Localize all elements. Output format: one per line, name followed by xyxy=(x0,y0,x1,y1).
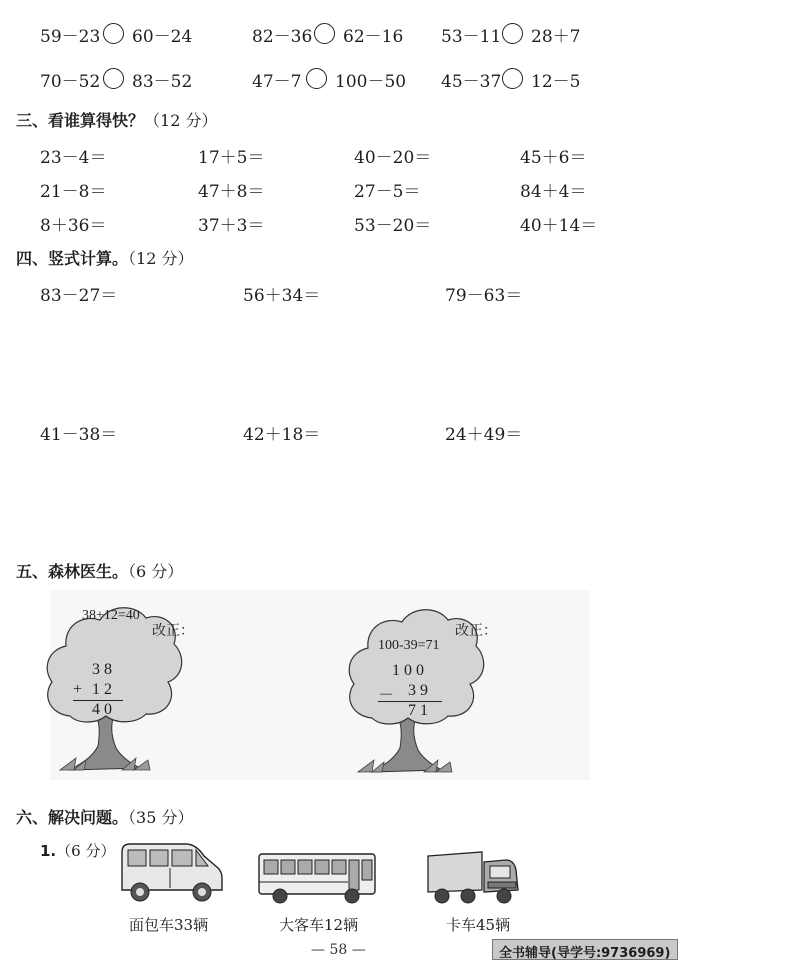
tree-equation: 38+12=40 xyxy=(82,608,140,623)
section5-title: 五、森林医生。 xyxy=(16,562,129,581)
vertical-result: 7 1 xyxy=(408,702,428,719)
vertical-top: 3 8 xyxy=(92,661,112,678)
page-number: — 58 — xyxy=(311,942,366,958)
compare-right: 83－52 xyxy=(132,72,193,92)
compare-right: 12－5 xyxy=(531,72,581,92)
calc-item: 23－4＝ xyxy=(40,148,107,168)
calc-item: 8＋36＝ xyxy=(40,216,107,236)
compare-right: 28＋7 xyxy=(531,27,581,47)
compare-right: 62－16 xyxy=(343,27,404,47)
section4-heading xyxy=(16,246,193,269)
vertical-result: 4 0 xyxy=(92,701,112,718)
section4-points: （12 分） xyxy=(128,249,194,268)
calc-item: 37＋3＝ xyxy=(198,216,265,236)
section3-points: （12 分） xyxy=(144,111,218,130)
vertical-calc-item: 79－63＝ xyxy=(445,286,523,306)
vertical-middle: 1 2 xyxy=(92,681,112,698)
bus-illustration xyxy=(256,850,378,906)
calc-item: 27－5＝ xyxy=(354,182,421,202)
compare-left: 70－52 xyxy=(40,72,101,92)
compare-circle[interactable] xyxy=(103,23,124,44)
vertical-calc-item: 83－27＝ xyxy=(40,286,118,306)
compare-right: 100－50 xyxy=(335,72,407,92)
vertical-top: 1 0 0 xyxy=(392,662,424,679)
compare-left: 47－7 xyxy=(252,72,302,92)
vehicle-caption: 面包车33辆 xyxy=(129,916,209,934)
question-1-label xyxy=(40,840,115,861)
compare-left: 59－23 xyxy=(40,27,101,47)
vertical-calc-item: 24＋49＝ xyxy=(445,425,523,445)
section6-title: 六、解决问题。 xyxy=(16,808,129,827)
section4-title: 四、竖式计算。 xyxy=(16,249,129,268)
vertical-middle: 3 9 xyxy=(408,682,428,699)
correction-label: 改正： xyxy=(152,623,194,639)
bus-icon xyxy=(256,850,378,906)
van-illustration xyxy=(116,838,226,908)
correction-label: 改正： xyxy=(455,623,497,639)
compare-left: 53－11 xyxy=(441,27,502,47)
compare-circle[interactable] xyxy=(103,68,124,89)
compare-left: 82－36 xyxy=(252,27,313,47)
section3-title: 三、看谁算得快？ xyxy=(16,111,145,130)
vertical-calc-item: 41－38＝ xyxy=(40,425,118,445)
calc-item: 47＋8＝ xyxy=(198,182,265,202)
tree-equation: 100-39=71 xyxy=(378,638,440,653)
calc-item: 21－8＝ xyxy=(40,182,107,202)
section5-points: （6 分） xyxy=(128,562,184,581)
compare-circle[interactable] xyxy=(306,68,327,89)
compare-left: 45－37 xyxy=(441,72,502,92)
vertical-calc-item: 42＋18＝ xyxy=(243,425,321,445)
van-icon xyxy=(116,838,226,908)
calc-item: 17＋5＝ xyxy=(198,148,265,168)
compare-circle[interactable] xyxy=(314,23,335,44)
vehicle-caption: 卡车45辆 xyxy=(446,916,511,934)
vertical-operator: － xyxy=(378,687,395,704)
vertical-calc-item: 56＋34＝ xyxy=(243,286,321,306)
section6-heading xyxy=(16,805,193,828)
truck-illustration xyxy=(424,848,524,908)
calc-item: 40－20＝ xyxy=(354,148,432,168)
compare-circle[interactable] xyxy=(502,23,523,44)
calc-item: 45＋6＝ xyxy=(520,148,587,168)
truck-icon xyxy=(424,848,524,908)
compare-circle[interactable] xyxy=(502,68,523,89)
calc-item: 53－20＝ xyxy=(354,216,432,236)
calc-item: 40＋14＝ xyxy=(520,216,598,236)
calc-item: 84＋4＝ xyxy=(520,182,587,202)
compare-right: 60－24 xyxy=(132,27,193,47)
question-points: （6 分） xyxy=(56,842,116,860)
question-number: 1. xyxy=(40,842,57,860)
section3-heading xyxy=(16,108,217,131)
guide-badge-text: 全书辅导(导学号:9736969) xyxy=(499,946,671,961)
guide-badge xyxy=(492,939,678,960)
section6-points: （35 分） xyxy=(128,808,194,827)
vertical-operator: + xyxy=(73,681,83,698)
section5-heading xyxy=(16,559,183,582)
vehicle-caption: 大客车12辆 xyxy=(279,916,359,934)
